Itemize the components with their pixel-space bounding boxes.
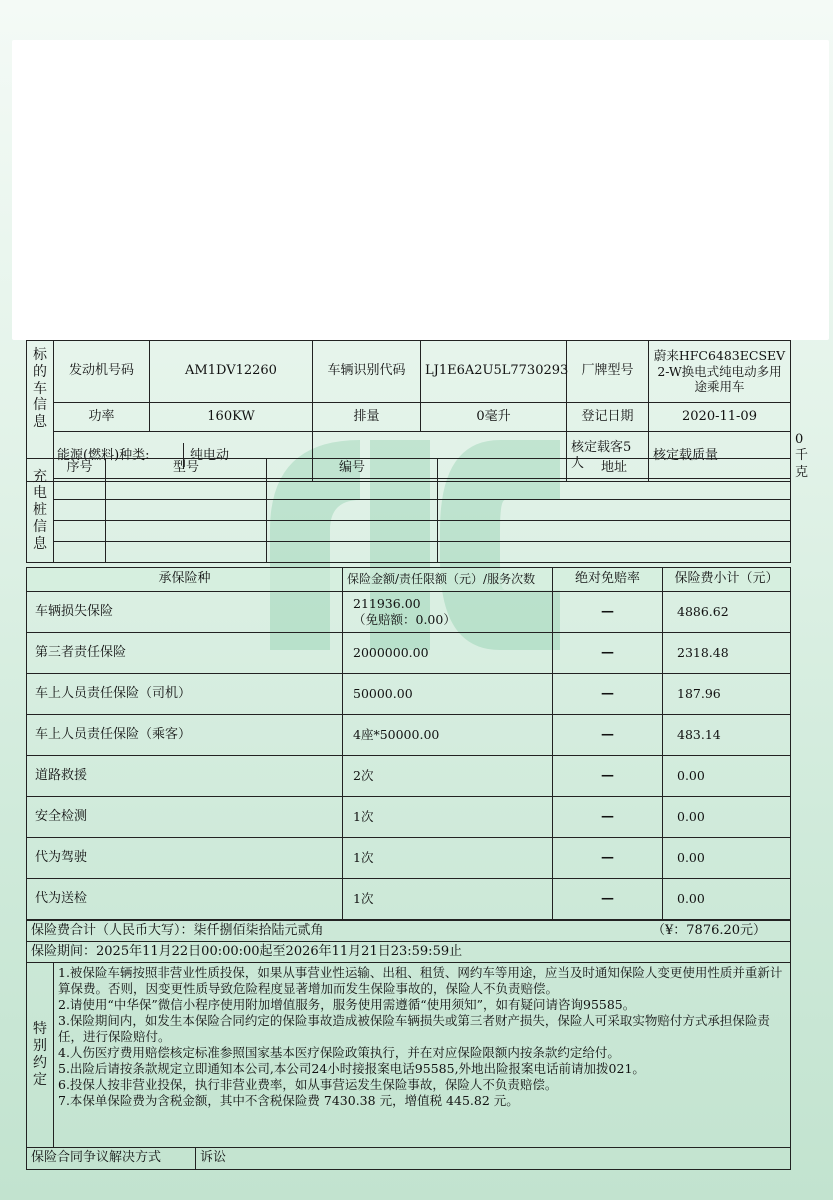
coverage-amount: 50000.00 [343,674,553,715]
coverage-amount: 2次 [343,756,553,797]
coverage-table [26,567,791,920]
special-term: 6.投保人按非营业投保，执行非营业费率，如从事营运发生保险事故，保险人不负责赔偿。 [58,1077,558,1092]
coverage-amount: 1次 [343,879,553,920]
dispute-value: 诉讼 [196,1148,791,1170]
charger-row [27,521,791,542]
fuel-label: 能源(燃料)种类: [54,443,184,469]
coverage-name: 车辆损失保险 [27,592,343,633]
coverage-premium: 0.00 [663,838,791,879]
coverage-premium: 187.96 [663,674,791,715]
coverage-amount: 4座*50000.00 [343,715,553,756]
coverage-deductible: — [553,797,663,838]
coverage-row [27,592,791,633]
coverage-deductible: — [553,756,663,797]
engine-no: AM1DV12260 [150,341,313,403]
coverage-premium: 483.14 [663,715,791,756]
summary-table [26,920,791,1170]
coverage-amount: 1次 [343,838,553,879]
seats: 核定载客5人 [567,432,649,482]
coverage-deductible: — [553,715,663,756]
special-term: 4.人伤医疗费用赔偿核定标准参照国家基本医疗保险政策执行，并在对应保险限额内按条款约定给付。 [58,1045,620,1060]
power: 160KW [150,403,313,432]
charger-section-label: 充 电 桩 信 息 [27,459,54,563]
coverage-row [27,797,791,838]
coverage-row [27,756,791,797]
special-term: 7.本保单保险费为含税金额，其中不含税保险费 7430.38 元，增值税 445.82 元。 [58,1093,519,1108]
coverage-name: 车上人员责任保险（司机） [27,674,343,715]
vehicle-info-table: 标 的 车 信 息 发动机号码 AM1DV12260 车辆识别代码 LJ1E6A2U5L7730293 厂牌型号 蔚来HFC6483ECSEV2-W换电式纯电动多用途乘用车 功率 160KW 排量 0毫升 登记日期 2020-11-09 能源(燃料)种类: 纯电动 核定载客5人 核定载质量 0千克 [26,340,791,482]
engine-no-label: 发动机号码 [54,341,150,403]
coverage-amount: 2000000.00 [343,633,553,674]
coverage-name: 代为驾驶 [27,838,343,879]
special-terms [54,963,791,1148]
coverage-col-amount: 保险金额/责任限额（元）/服务次数 [343,568,553,592]
coverage-amount-note: （免赔额：0.00） [353,612,456,627]
dispute-label: 保险合同争议解决方式 [27,1148,196,1170]
charger-col-index: 序号 [54,459,106,479]
coverage-amount-value: 211936.00 [353,596,421,612]
coverage-premium: 0.00 [663,797,791,838]
charger-row [27,542,791,563]
total-premium-amount: （¥：7876.20元） [652,922,767,938]
special-term: 5.出险后请按条款规定立即通知本公司,本公司24小时接报案电话95585,外地出险报案电话前请加拨021。 [58,1061,645,1076]
total-premium-label: 保险费合计（人民币大写）：柒仟捌佰柒拾陆元贰角 [31,922,324,938]
coverage-col-deductible: 绝对免赔率 [553,568,663,592]
charger-col-address: 地址 [438,459,791,479]
coverage-premium: 4886.62 [663,592,791,633]
coverage-row [27,715,791,756]
insurance-period: 保险期间：2025年11月22日00:00:00起至2026年11月21日23:59:59止 [27,942,791,963]
coverage-deductible: — [553,674,663,715]
redacted-area [12,40,829,340]
charger-row [27,500,791,521]
coverage-col-type: 承保险种 [27,568,343,592]
coverage-name: 安全检测 [27,797,343,838]
charger-col-model: 型号 [106,459,267,479]
reg-date: 2020-11-09 [649,403,791,432]
load-label: 核定载质量 [649,432,791,482]
vin: LJ1E6A2U5L7730293 [421,341,567,403]
special-terms-label: 特 别 约 定 [27,963,54,1148]
displacement-label: 排量 [313,403,421,432]
coverage-deductible: — [553,592,663,633]
vin-label: 车辆识别代码 [313,341,421,403]
coverage-name: 第三者责任保险 [27,633,343,674]
power-label: 功率 [54,403,150,432]
coverage-premium: 0.00 [663,879,791,920]
displacement: 0毫升 [421,403,567,432]
charger-row [27,479,791,500]
coverage-deductible: — [553,838,663,879]
coverage-premium: 0.00 [663,756,791,797]
coverage-row [27,633,791,674]
coverage-col-premium: 保险费小计（元） [663,568,791,592]
coverage-amount [343,592,553,633]
coverage-name: 代为送检 [27,879,343,920]
coverage-premium: 2318.48 [663,633,791,674]
model: 蔚来HFC6483ECSEV2-W换电式纯电动多用途乘用车 [649,341,791,403]
vehicle-section-label: 标 的 车 信 息 [27,341,54,482]
fuel: 纯电动 [190,448,230,464]
special-term: 1.被保险车辆按照非营业性质投保，如果从事营业性运输、出租、租赁、网约车等用途，应当及时通知保险人变更使用性质并重新计算保费。否则，因变更性质导致危险程度显著增加而发生保险事故的，保险人不负责赔偿。 [58,965,783,996]
coverage-name: 车上人员责任保险（乘客） [27,715,343,756]
coverage-name: 道路救援 [27,756,343,797]
charger-col-number: 编号 [267,459,438,479]
coverage-row [27,879,791,920]
coverage-deductible: — [553,879,663,920]
special-term: 2.请使用“中华保”微信小程序使用附加增值服务，服务使用需遵循“使用须知”，如有疑问请咨询95585。 [58,997,636,1012]
charger-info-table [26,458,791,563]
coverage-row [27,674,791,715]
model-label: 厂牌型号 [567,341,649,403]
coverage-deductible: — [553,633,663,674]
special-term: 3.保险期间内，如发生本保险合同约定的保险事故造成被保险车辆损失或第三者财产损失，保险人可采取实物赔付方式承担保险责任，进行保险赔付。 [58,1013,770,1044]
coverage-row [27,838,791,879]
reg-date-label: 登记日期 [567,403,649,432]
coverage-amount: 1次 [343,797,553,838]
total-premium-cell [27,921,791,942]
